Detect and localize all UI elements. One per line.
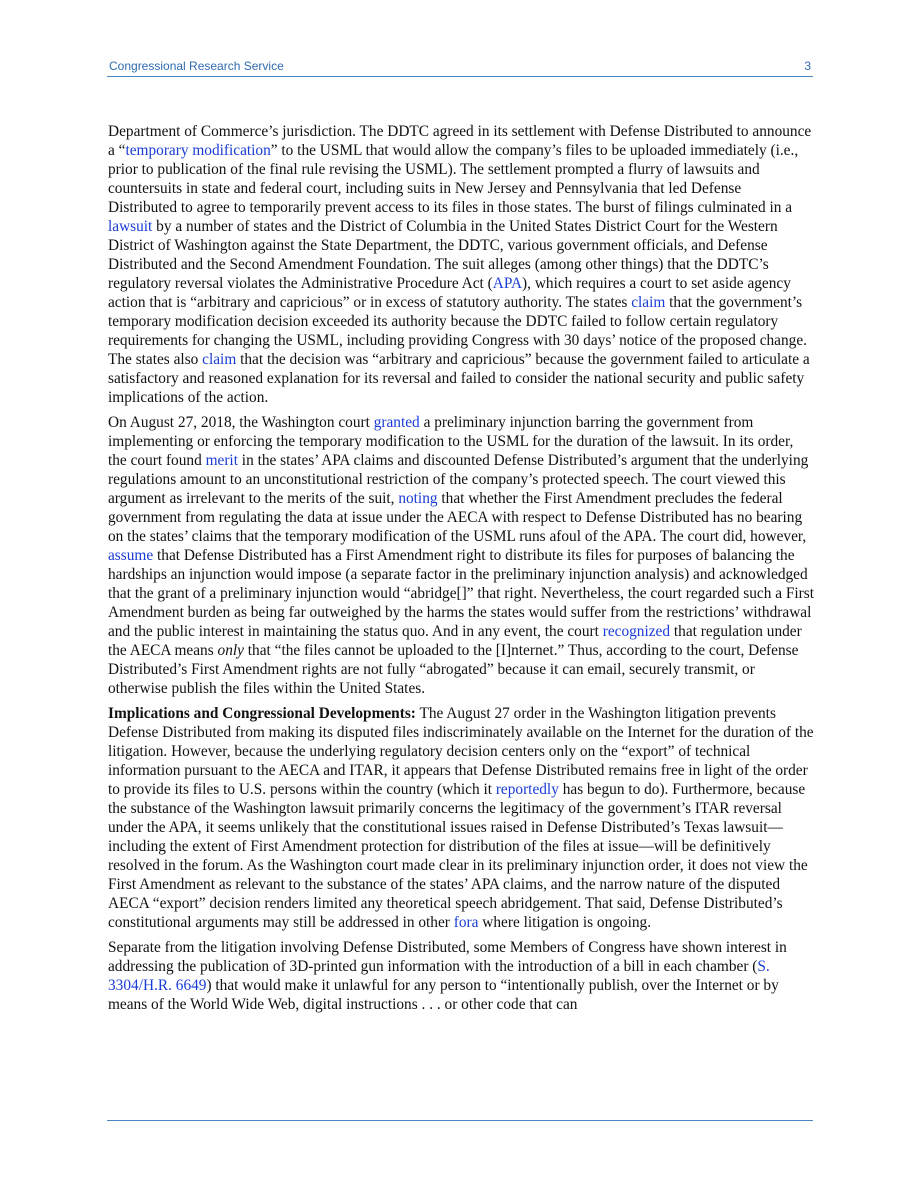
link-s-3304[interactable]: S. 3304: [108, 958, 770, 994]
link-apa[interactable]: APA: [492, 275, 523, 292]
paragraph-congress: Separate from the litigation involving Defense Distributed, some Members of Congress have shown interest in addressing the publication of 3D-printed gun information with the introduction of a bill in each chamber (S. 3304/H.R. 6649) that would make it unlawful for any person to “intentionally publish, over the Internet or by means of the World Wide Web, digital instructions . . . or other code that can: [108, 939, 787, 1013]
page-number: 3: [804, 59, 811, 73]
running-header: [107, 58, 813, 77]
section-lead-heading: Implications and Congressional Developments:: [108, 705, 416, 722]
link-fora[interactable]: fora: [453, 914, 479, 931]
emphasis-only: only: [217, 642, 244, 659]
link-lawsuit[interactable]: lawsuit: [108, 218, 153, 235]
link-claim-1[interactable]: claim: [631, 294, 666, 311]
link-claim-2[interactable]: claim: [202, 351, 237, 368]
link-assume[interactable]: assume: [108, 547, 154, 564]
document-body: [108, 122, 814, 1020]
link-recognized[interactable]: recognized: [602, 623, 671, 640]
link-temporary-modification[interactable]: temporary modification: [125, 142, 271, 159]
link-granted[interactable]: granted: [373, 414, 420, 431]
paragraph-implications: Implications and Congressional Developments: The August 27 order in the Washington litigation prevents Defense Distributed from making its disputed files indiscriminately available on the Internet for the duration of the litigation. However, because the underlying regulatory decision centers only on the “export” of technical information pursuant to the AECA and ITAR, it appears that Defense Distributed remains free in light of the order to provide its files to U.S. persons within the country (which it reportedly has begun to do). Furthermore, because the substance of the Washington lawsuit primarily concerns the legitimacy of the government’s ITAR reversal under the APA, it seems unlikely that the constitutional issues raised in Defense Distributed’s Texas lawsuit—including the extent of First Amendment protection for distribution of the files at issue—will be definitively resolved in the forum. As the Washington court made clear in its preliminary injunction order, it does not view the First Amendment as relevant to the substance of the states’ APA claims, and the narrow nature of the disputed AECA “export” decision renders limited any theoretical speech abridgement. That said, Defense Distributed’s constitutional arguments may still be addressed in other fora where litigation is ongoing.: [108, 705, 814, 931]
paragraph-settlement: Department of Commerce’s jurisdiction. The DDTC agreed in its settlement with Defense Distributed to announce a “temporary modification” to the USML that would allow the company’s files to be uploaded immediately (i.e., prior to publication of the final rule revising the USML). The settlement prompted a flurry of lawsuits and countersuits in state and federal court, including suits in New Jersey and Pennsylvania that led Defense Distributed to agree to temporarily prevent access to its files in those states. The burst of filings culminated in a lawsuit by a number of states and the District of Columbia in the United States District Court for the Western District of Washington against the State Department, the DDTC, various government officials, and Defense Distributed and the Second Amendment Foundation. The suit alleges (among other things) that the DDTC’s regulatory reversal violates the Administrative Procedure Act (APA), which requires a court to set aside agency action that is “arbitrary and capricious” or in excess of statutory authority. The states claim that the government’s temporary modification decision exceeded its authority because the DDTC failed to follow certain regulatory requirements for changing the USML, including providing Congress with 30 days’ notice of the proposed change. The states also claim that the decision was “arbitrary and capricious” because the government failed to articulate a satisfactory and reasoned explanation for its reversal and failed to consider the national security and public safety implications of the action.: [108, 123, 812, 406]
paragraph-injunction: On August 27, 2018, the Washington court granted a preliminary injunction barring the government from implementing or enforcing the temporary modification to the USML for the duration of the lawsuit. In its order, the court found merit in the states’ APA claims and discounted Defense Distributed’s argument that the underlying regulations amount to an unconstitutional restriction of the company’s protected speech. The court viewed this argument as irrelevant to the merits of the suit, noting that whether the First Amendment precludes the federal government from regulating the data at issue under the AECA with respect to Defense Distributed has no bearing on the states’ claims that the temporary modification of the USML runs afoul of the APA. The court did, however, assume that Defense Distributed has a First Amendment right to distribute its files for purposes of balancing the hardships an injunction would impose (a separate factor in the preliminary injunction analysis) and acknowledged that the grant of a preliminary injunction would “abridge[]” that right. Nevertheless, the court regarded such a First Amendment burden as being far outweighed by the harms the states would suffer from the restrictions’ withdrawal and the public interest in maintaining the status quo. And in any event, the court recognized that regulation under the AECA means only that “the files cannot be uploaded to the [I]nternet.” Thus, according to the court, Defense Distributed’s First Amendment rights are not fully “abrogated” because it can email, securely transmit, or otherwise publish the files within the United States.: [108, 414, 815, 697]
link-bill-slash[interactable]: /: [138, 977, 143, 994]
link-noting[interactable]: noting: [398, 490, 438, 507]
header-publisher: Congressional Research Service: [109, 59, 284, 73]
link-merit[interactable]: merit: [205, 452, 238, 469]
link-hr-6649[interactable]: H.R. 6649: [142, 977, 207, 994]
link-reportedly[interactable]: reportedly: [495, 781, 559, 798]
footer-rule: [107, 1120, 813, 1121]
